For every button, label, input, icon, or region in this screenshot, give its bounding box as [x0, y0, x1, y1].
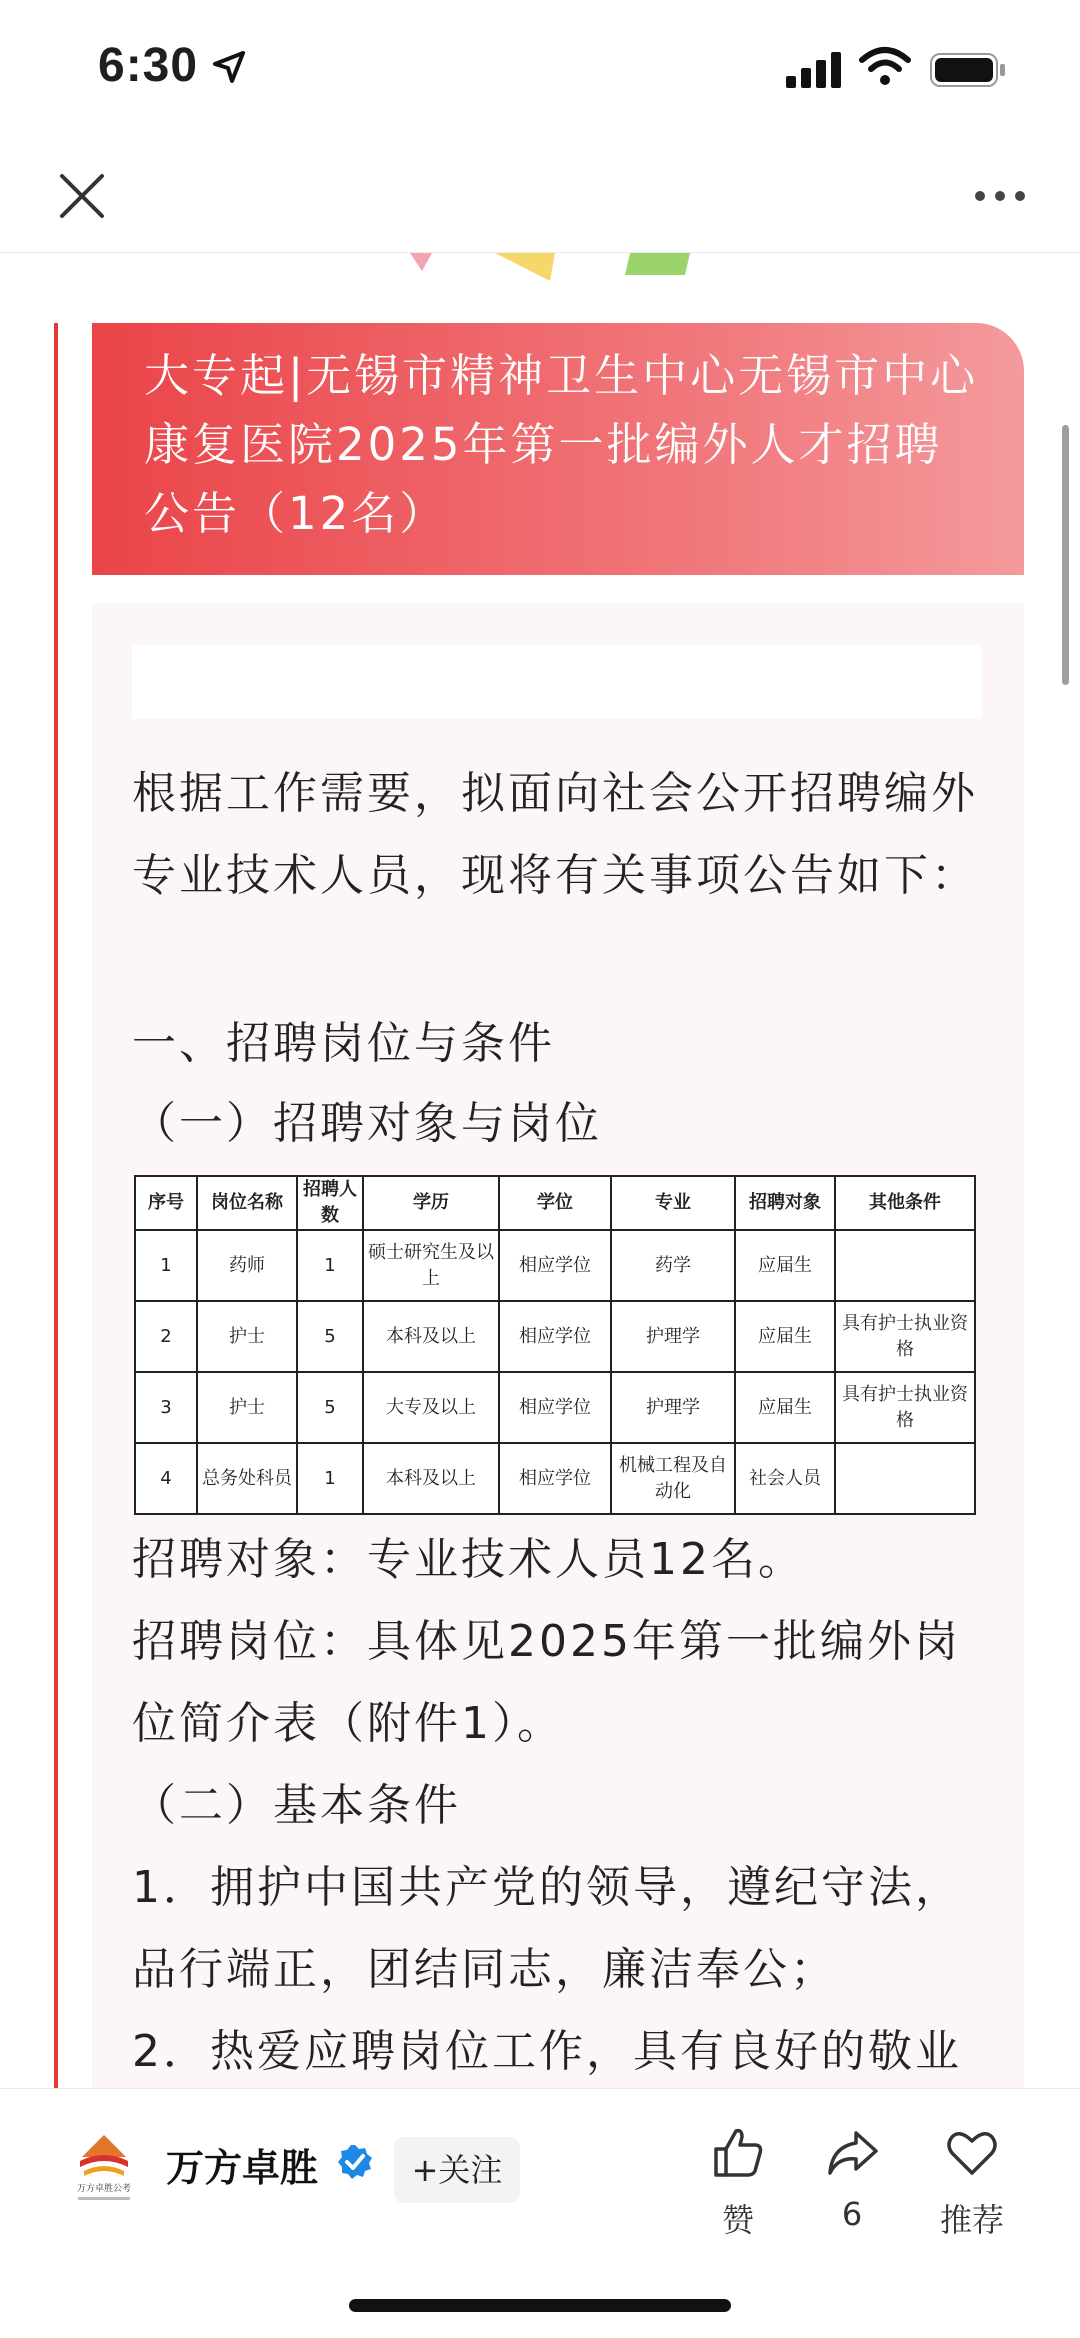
table-cell: 具有护士执业资格: [835, 1372, 975, 1443]
home-indicator[interactable]: [349, 2299, 731, 2312]
table-cell: 应届生: [735, 1301, 835, 1372]
share-count: 6: [841, 2195, 863, 2233]
table-cell: 1: [297, 1443, 363, 1514]
table-cell: 1: [135, 1230, 197, 1301]
close-icon[interactable]: [54, 168, 110, 224]
table-cell: 药学: [611, 1230, 735, 1301]
article-body: [92, 603, 1024, 2103]
table-cell: 护士: [197, 1301, 297, 1372]
table-cell: 本科及以上: [363, 1301, 499, 1372]
table-cell: 护理学: [611, 1301, 735, 1372]
like-label: 赞: [721, 2201, 754, 2239]
status-time: 6:30: [98, 39, 199, 92]
battery-icon: [930, 53, 1006, 87]
decorative-shapes: [400, 253, 700, 283]
table-header: 招聘人数: [297, 1176, 363, 1230]
article-content[interactable]: [0, 253, 1080, 2083]
table-cell: 3: [135, 1372, 197, 1443]
account-logo[interactable]: [66, 2131, 142, 2207]
table-cell: 1: [297, 1230, 363, 1301]
like-button[interactable]: [688, 2125, 788, 2241]
table-cell: 2: [135, 1301, 197, 1372]
table-header: 其他条件: [835, 1176, 975, 1230]
table-header: 序号: [135, 1176, 197, 1230]
top-nav-bar: [0, 140, 1080, 253]
table-cell: 机械工程及自动化: [611, 1443, 735, 1514]
table-header: 招聘对象: [735, 1176, 835, 1230]
verified-badge-icon: [336, 2143, 374, 2181]
cellular-signal-icon: [786, 52, 842, 88]
article-continued: [132, 1519, 992, 2175]
table-cell: 应届生: [735, 1230, 835, 1301]
table-cell: 总务处科员: [197, 1443, 297, 1514]
recommend-label: 推荐: [939, 2201, 1004, 2239]
table-row: [135, 1301, 975, 1372]
accent-left-line: [54, 323, 58, 2123]
recruit-target-text: 招聘对象：专业技术人员12名。: [132, 1534, 805, 1585]
table-cell: [835, 1443, 975, 1514]
account-name[interactable]: 万方卓胜: [166, 2146, 319, 2190]
table-cell: 护理学: [611, 1372, 735, 1443]
table-cell: 药师: [197, 1230, 297, 1301]
location-arrow-icon: [212, 50, 246, 84]
table-header: 岗位名称: [197, 1176, 297, 1230]
table-cell: 应届生: [735, 1372, 835, 1443]
title-banner: [92, 323, 1024, 575]
thumbs-up-icon: [710, 2125, 766, 2181]
table-row: [135, 1443, 975, 1514]
job-table: [134, 1175, 976, 1515]
section-heading: 一、招聘岗位与条件: [132, 1018, 555, 1069]
table-cell: 具有护士执业资格: [835, 1301, 975, 1372]
follow-button[interactable]: +关注: [394, 2137, 520, 2203]
heart-icon: [944, 2125, 1000, 2181]
table-header: 学位: [499, 1176, 611, 1230]
svg-text:万方卓胜公考: 万方卓胜公考: [76, 2184, 132, 2194]
intro-paragraph: 根据工作需要，拟面向社会公开招聘编外专业技术人员，现将有关事项公告如下：: [132, 768, 978, 901]
table-header: 专业: [611, 1176, 735, 1230]
share-button[interactable]: [802, 2125, 902, 2233]
recruit-post-text: 招聘岗位：具体见2025年第一批编外岗位简介表（附件1）。: [132, 1616, 961, 1749]
scrollbar[interactable]: [1062, 425, 1069, 685]
table-cell: [835, 1230, 975, 1301]
wifi-icon: [860, 48, 910, 86]
article-title: 大专起|无锡市精神卫生中心无锡市中心康复医院2025年第一批编外人才招聘公告（12名）: [144, 349, 979, 540]
table-cell: 相应学位: [499, 1301, 611, 1372]
table-cell: 5: [297, 1301, 363, 1372]
table-cell: 相应学位: [499, 1230, 611, 1301]
table-cell: 社会人员: [735, 1443, 835, 1514]
share-icon: [824, 2125, 880, 2181]
table-header-row: [135, 1176, 975, 1230]
recommend-button[interactable]: [922, 2125, 1022, 2241]
table-row: [135, 1230, 975, 1301]
table-cell: 5: [297, 1372, 363, 1443]
table-cell: 本科及以上: [363, 1443, 499, 1514]
table-cell: 相应学位: [499, 1443, 611, 1514]
more-options-icon[interactable]: [972, 184, 1028, 208]
table-cell: 4: [135, 1443, 197, 1514]
condition-item: 1．拥护中国共产党的领导，遵纪守法，品行端正，团结同志，廉洁奉公；: [132, 1862, 962, 1995]
condition-item: 2．热爱应聘岗位工作，具有良好的敬业: [132, 2026, 962, 2077]
table-row: [135, 1372, 975, 1443]
status-bar: [0, 0, 1080, 140]
table-cell: 硕士研究生及以上: [363, 1230, 499, 1301]
blank-box: [132, 645, 982, 719]
subsection-heading: （一）招聘对象与岗位: [132, 1098, 602, 1149]
section-heading-basic: （二）基本条件: [132, 1780, 461, 1831]
table-cell: 大专及以上: [363, 1372, 499, 1443]
table-cell: 相应学位: [499, 1372, 611, 1443]
table-header: 学历: [363, 1176, 499, 1230]
table-cell: 护士: [197, 1372, 297, 1443]
